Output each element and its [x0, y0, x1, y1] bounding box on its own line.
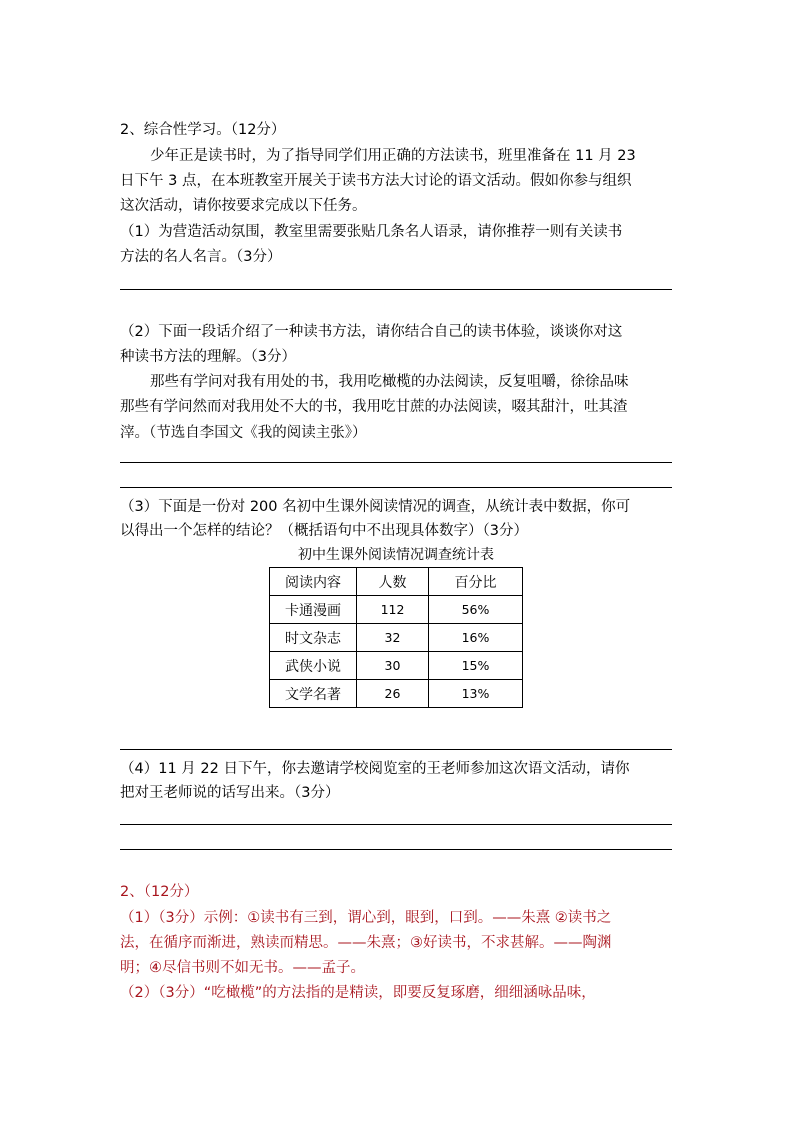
answer-blank-line [120, 462, 672, 463]
header-cell: 人数 [357, 568, 429, 596]
table-row [270, 652, 523, 680]
answer-title: 2、（12分） [120, 884, 199, 900]
answer-1-line-2: 法，在循序而渐进，熟读而精思。——朱熹；③好读书，不求甚解。——陶渊 [120, 935, 612, 951]
q2-line-2: 种读书方法的理解。（3分） [120, 349, 296, 365]
answer-blank-line [120, 289, 672, 290]
intro-line-2: 日下午 3 点，在本班教室开展关于读书方法大讨论的语文活动。假如你参与组织 [120, 173, 632, 189]
table-row [270, 680, 523, 708]
header-cell: 阅读内容 [270, 568, 357, 596]
answer-blank-line [120, 824, 672, 825]
table-row [270, 596, 523, 624]
table-header-row [270, 568, 523, 596]
table-cell: 武侠小说 [270, 652, 357, 680]
survey-table [269, 567, 523, 708]
q1-line-2: 方法的名人名言。（3分） [120, 249, 282, 265]
answer-blank-line [120, 849, 672, 850]
table-cell: 26 [357, 680, 429, 708]
q4-line-1: （4）11 月 22 日下午，你去邀请学校阅览室的王老师参加这次语文活动，请你 [120, 761, 630, 777]
answer-1-line-1 [120, 906, 611, 930]
q2-passage-line-2: 那些有学问然而对我用处不大的书，我用吃甘蔗的办法阅读，啜其甜汁，吐其渣 [120, 399, 628, 415]
table-cell: 56% [429, 596, 523, 624]
table-cell: 16% [429, 624, 523, 652]
table-cell: 112 [357, 596, 429, 624]
table-cell: 32 [357, 624, 429, 652]
answer-blank-line [120, 749, 672, 750]
question-title: 2、综合性学习。（12分） [120, 122, 286, 138]
answer-1-text: ①读书有三到，谓心到，眼到，口到。——朱熹 ②读书之 [247, 910, 612, 926]
table-cell: 文学名著 [270, 680, 357, 708]
table-cell: 卡通漫画 [270, 596, 357, 624]
q3-line-2: 以得出一个怎样的结论？（概括语句中不出现具体数字）（3分） [120, 523, 528, 539]
q2-line-1: （2）下面一段话介绍了一种读书方法，请你结合自己的读书体验，谈谈你对这 [120, 324, 623, 340]
intro-line-3: 这次活动，请你按要求完成以下任务。 [120, 198, 367, 214]
answer-1-prefix: （1）（3分）示例： [120, 910, 248, 926]
table-caption: 初中生课外阅读情况调查统计表 [298, 547, 494, 563]
table-cell: 13% [429, 680, 523, 708]
table-cell: 时文杂志 [270, 624, 357, 652]
q3-line-1: （3）下面是一份对 200 名初中生课外阅读情况的调查，从统计表中数据，你可 [120, 499, 631, 515]
q1-line-1: （1）为营造活动氛围，教室里需要张贴几条名人语录，请你推荐一则有关读书 [120, 224, 623, 240]
q2-passage-line-1: 那些有学问对我有用处的书，我用吃橄榄的办法阅读，反复咀嚼，徐徐品味 [150, 374, 629, 390]
q4-line-2: 把对王老师说的话写出来。（3分） [120, 785, 340, 801]
answer-blank-line [120, 487, 672, 488]
answer-2-line-1: （2）（3分）“吃橄榄”的方法指的是精读，即要反复琢磨，细细涵咏品味， [120, 985, 596, 1001]
header-cell: 百分比 [429, 568, 523, 596]
q2-passage-line-3: 滓。（节选自李国文《我的阅读主张》） [120, 425, 367, 441]
intro-line-1: 少年正是读书时，为了指导同学们用正确的方法读书，班里准备在 11 月 23 [150, 148, 636, 164]
table-row [270, 624, 523, 652]
table-cell: 15% [429, 652, 523, 680]
table-cell: 30 [357, 652, 429, 680]
answer-1-line-3: 明；④尽信书则不如无书。——孟子。 [120, 960, 365, 976]
